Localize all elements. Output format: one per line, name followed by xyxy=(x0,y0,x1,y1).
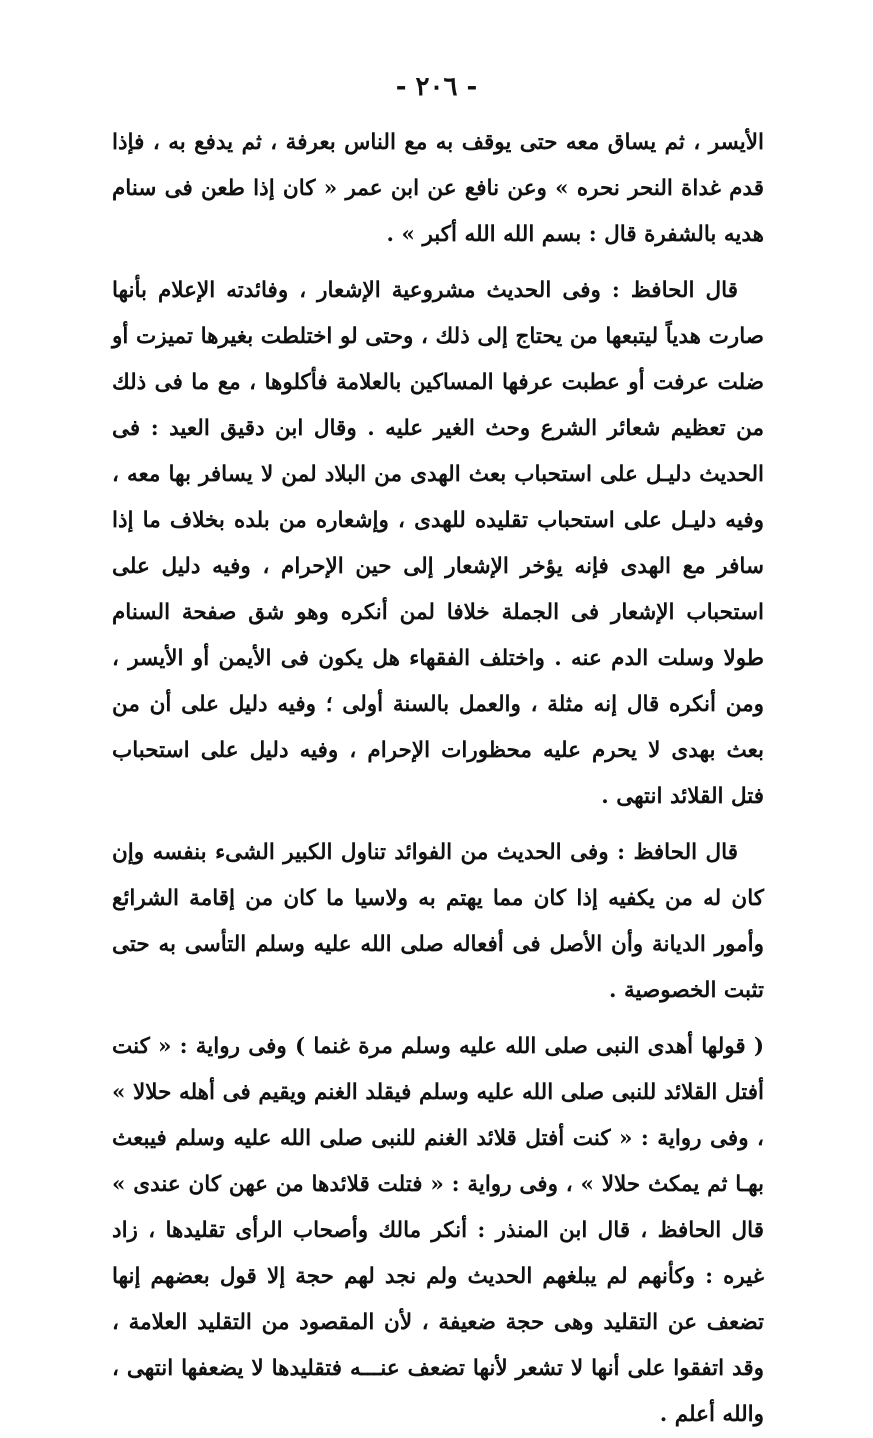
paragraph-4: ( قولها أهدى النبى صلى الله عليه وسلم مرة غنما ) وفى رواية : « كنت أفتل القلائد للنبى صلى الله عليه وسلم فيقلد الغنم ويقيم فى أهله حلالا » ، وفى رواية : « كنت أفتل قلائد الغنم للنبى صلى الله عليه وسلم فيبعث بهـا ثم يمكث حلالا » ، وفى رواية : « فتلت قلائدها من عهن كان عندى » قال الحافظ ، قال ابن المنذر : أنكر مالك وأصحاب الرأى تقليدها ، زاد غيره : وكأنهم لم يبلغهم الحديث ولم نجد لهم حجة إلا قول بعضهم إنها تضعف عن التقليد وهى حجة ضعيفة ، لأن المقصود من التقليد العلامة ، وقد اتفقوا على أنها لا تشعر لأنها تضعف عنـــه فتقليدها لا يضعفها انتهى ، والله أعلم . xyxy=(112,1034,764,1427)
paragraph-1: الأيسر ، ثم يساق معه حتى يوقف به مع الناس بعرفة ، ثم يدفع به ، فإذا قدم غداة النحر نحره » وعن نافع عن ابن عمر « كان إذا طعن فى سنام هديه بالشفرة قال : بسم الله الله أكبر » . xyxy=(112,130,764,247)
page-number: - ٢٠٦ - xyxy=(395,72,478,102)
body-text xyxy=(112,120,764,1438)
paragraph-2: قال الحافظ : وفى الحديث مشروعية الإشعار ، وفائدته الإعلام بأنها صارت هدياً ليتبعها من يحتاج إلى ذلك ، وحتى لو اختلطت بغيرها تميزت أو ضلت عرفت أو عطبت عرفها المساكين بالعلامة فأكلوها ، مع ما فى ذلك من تعظيم شعائر الشرع وحث الغير عليه . وقال ابن دقيق العيد : فى الحديث دليـل على استحباب بعث الهدى من البلاد لمن لا يسافر بها معه ، وفيه دليـل على استحباب تقليده للهدى ، وإشعاره من بلده بخلاف ما إذا سافر مع الهدى فإنه يؤخر الإشعار إلى حين الإحرام ، وفيه دليل على استحباب الإشعار فى الجملة خلافا لمن أنكره وهو شق صفحة السنام طولا وسلت الدم عنه . واختلف الفقهاء هل يكون فى الأيمن أو الأيسر ، ومن أنكره قال إنه مثلة ، والعمل بالسنة أولى ؛ وفيه دليل على أن من بعث بهدى لا يحرم عليه محظورات الإحرام ، وفيه دليل على استحباب فتل القلائد انتهى . xyxy=(112,278,764,809)
paragraph-3: قال الحافظ : وفى الحديث من الفوائد تناول الكبير الشىء بنفسه وإن كان له من يكفيه إذا كان مما يهتم به ولاسيا ما كان من إقامة الشرائع وأمور الديانة وأن الأصل فى أفعاله صلى الله عليه وسلم التأسى به حتى تثبت الخصوصية . xyxy=(112,840,764,1003)
